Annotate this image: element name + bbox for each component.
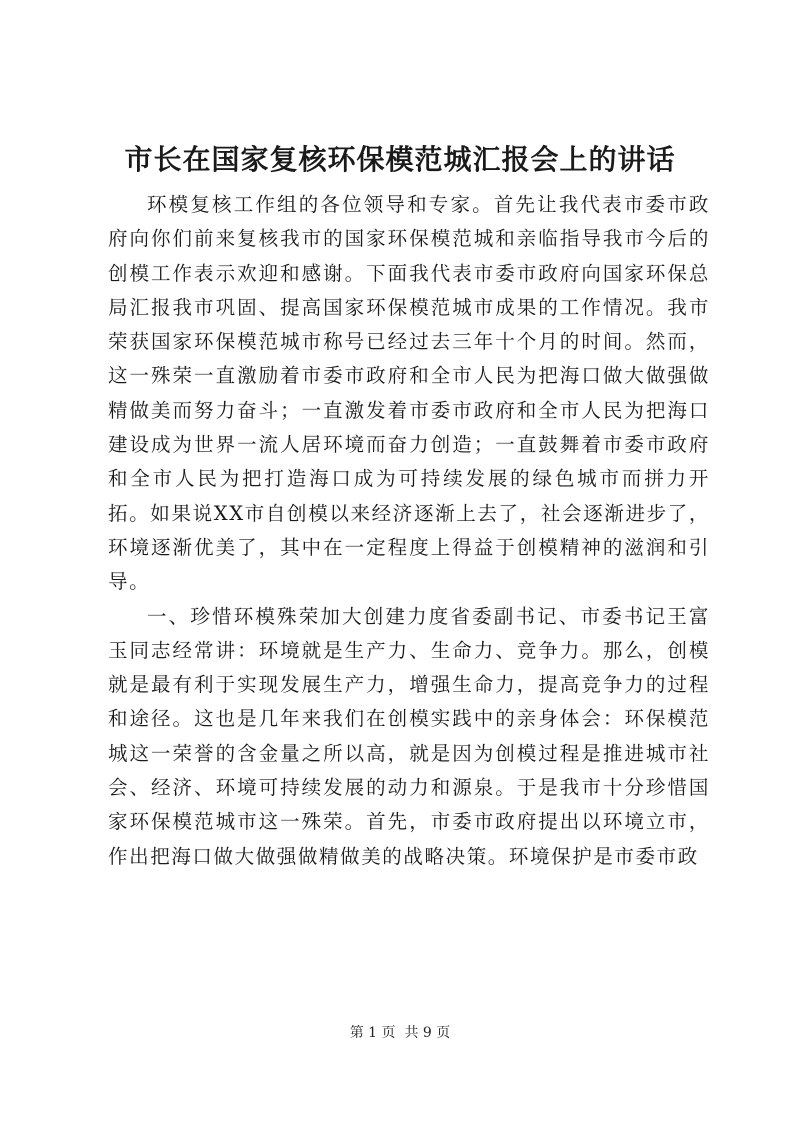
document-body bbox=[108, 188, 710, 874]
page-number: 第 1 页 bbox=[349, 1025, 396, 1041]
paragraph-2: 一、珍惜环模殊荣加大创建力度省委副书记、市委书记王富玉同志经常讲：环境就是生产力、生命力、竞争力。那么，创模就是最有利于实现发展生产力，增强生命力，提高竞争力的过程和途径。这也是几年来我们在创模实践中的亲身体会：环保模范城这一荣誉的含金量之所以高，就是因为创模过程是推进城市社会、经济、环境可持续发展的动力和源泉。于是我市十分珍惜国家环保模范城市这一殊荣。首先，市委市政府提出以环境立市，作出把海口做大做强做精做美的战略决策。环境保护是市委市政 bbox=[108, 604, 710, 868]
page-total: 共 9 页 bbox=[404, 1025, 451, 1041]
document-title: 市长在国家复核环保模范城汇报会上的讲话 bbox=[124, 143, 676, 176]
paragraph-1: 环模复核工作组的各位领导和专家。首先让我代表市委市政府向你们前来复核我市的国家环保模范城和亲临指导我市今后的创模工作表示欢迎和感谢。下面我代表市委市政府向国家环保总局汇报我市巩固、提高国家环保模范城市成果的工作情况。我市荣获国家环保模范城市称号已经过去三年十个月的时间。然而，这一殊荣一直激励着市委市政府和全市人民为把海口做大做强做精做美而努力奋斗；一直激发着市委市政府和全市人民为把海口建设成为世界一流人居环境而奋力创造；一直鼓舞着市委市政府和全市人民为把打造海口成为可持续发展的绿色城市而拼力开拓。如果说XX市自创模以来经济逐渐上去了，社会逐渐进步了，环境逐渐优美了，其中在一定程度上得益于创模精神的滋润和引导。 bbox=[108, 193, 710, 594]
page-footer bbox=[0, 1022, 800, 1042]
